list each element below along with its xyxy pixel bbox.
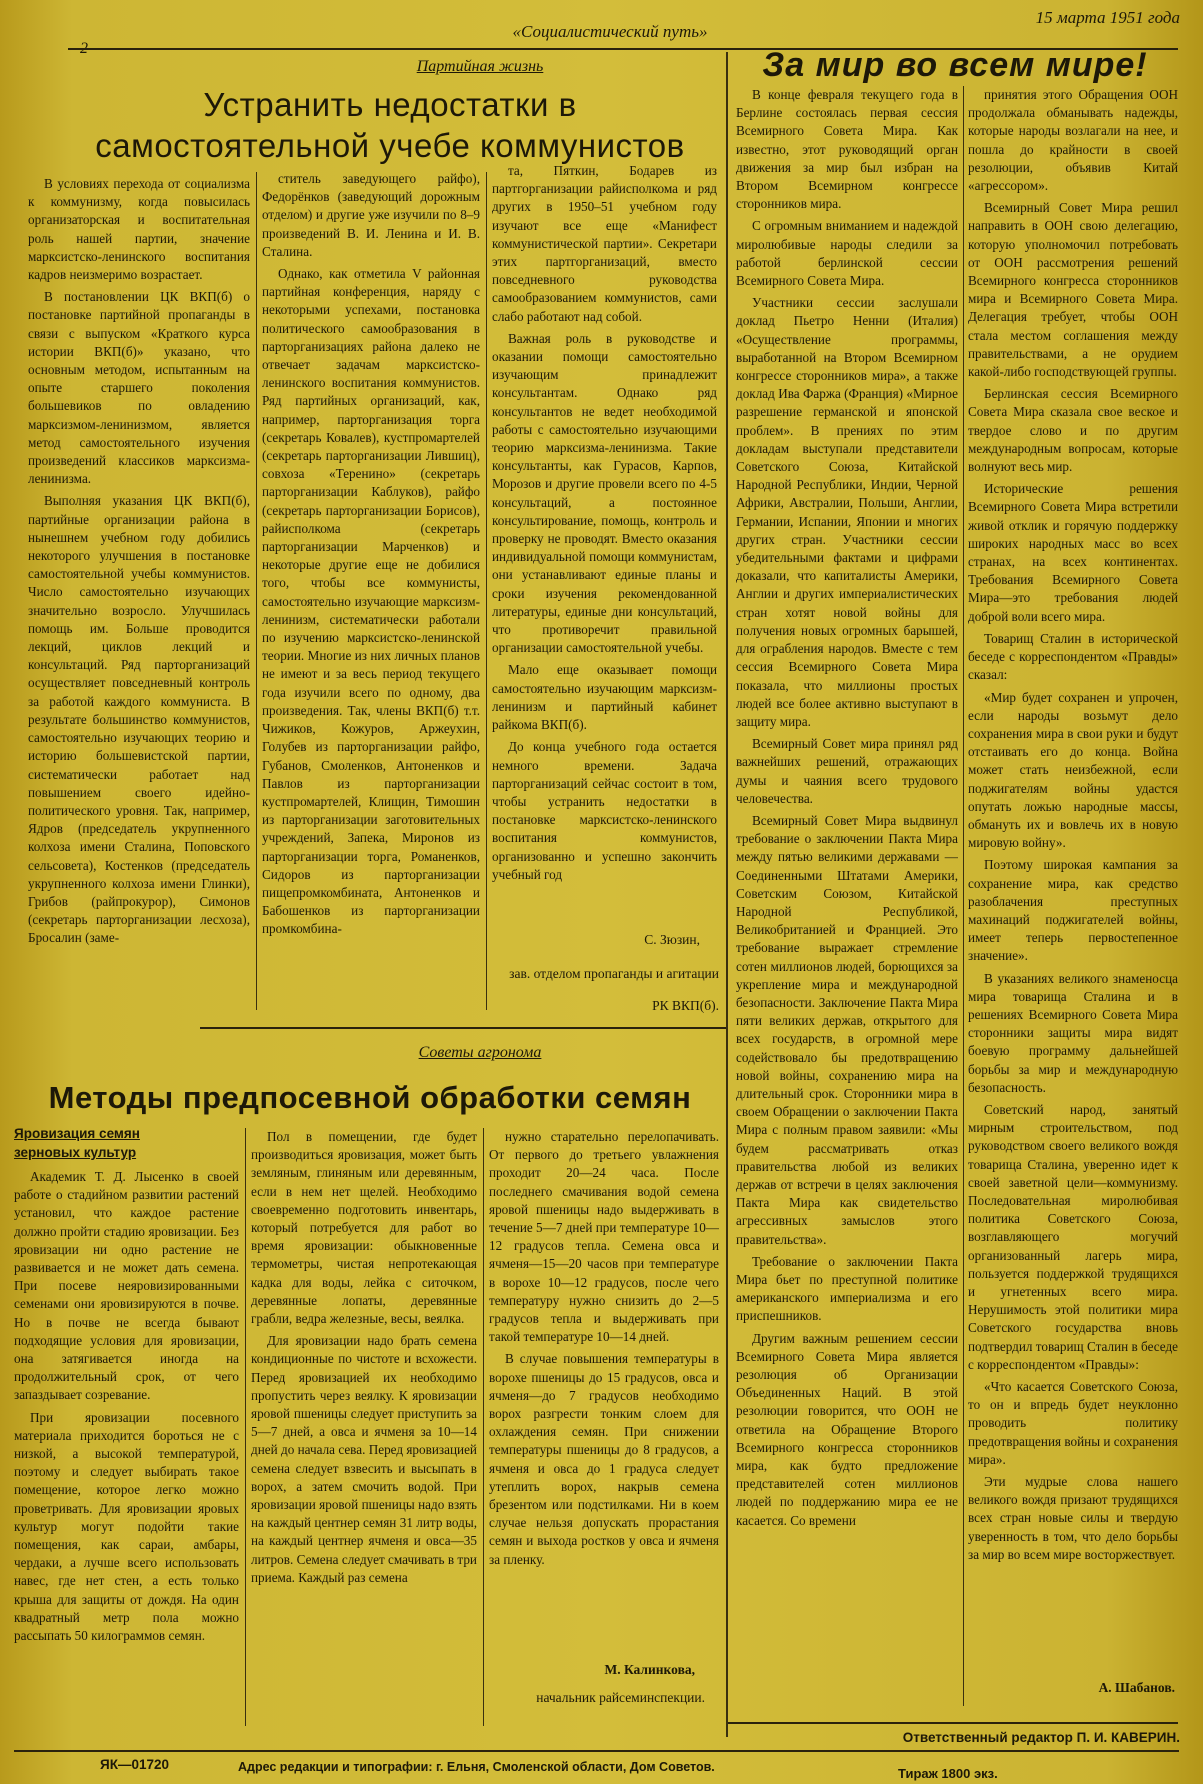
paragraph: нужно старательно перелопачивать. От первого до третьего увлажнения проходит 20—24 часа. После последнего смачивания водой семена яровой пшеницы надо выдерживать в течение 5—7 дней при температуре 10—12 градусов тепла. Семена овса и ячменя—15—20 часов при температуре в ворохе 10—12 градусов, после чего температуру нужно снизить до 2—5 градусов тепла и выдерживать при такой температуре 10—14 дней. (489, 1129, 719, 1345)
agro-author-role: начальник райсеминспекции. (536, 1690, 705, 1705)
peace-title: За мир во всем мире! (762, 46, 1148, 84)
issue-date: 15 марта 1951 года (1035, 8, 1180, 27)
page-divider (726, 52, 728, 1737)
party-author-role: зав. отделом пропаганды и агитации РК ВКП(б). (509, 966, 719, 1013)
address-line: Адрес редакции и типографии: г. Ельня, Смоленской области, Дом Советов. (238, 1760, 715, 1774)
paragraph: Требование о заключении Пакта Мира бьет по преступной политике американского империализма и его приспешников. (736, 1253, 958, 1324)
paragraph: та, Пяткин, Бодарев из партгорганизации райисполкома и ряд других в 1950–51 учебном году изучают все еще «Манифест коммунистической партии». Секретари этих партгорганизаций, вместо повседневного руководства самообразованием коммунистов, сами слабо работают над собой. (492, 163, 717, 324)
section-label-party: Партийная жизнь (416, 58, 544, 75)
paragraph: В указаниях великого знаменосца мира товарища Сталина и в решениях Всемирного Совета Мира сторонники защиты мира видят боевую программу дальнейшей борьбы за мир и международную безопасность. (968, 970, 1178, 1095)
paragraph: Участники сессии заслушали доклад Пьетро Ненни (Италия) «Осуществление программы, выработанной на Втором Всемирном конгрессе сторонников мира», а также доклад Ива Фаржа (Франция) «Мирное разрешение германской и японской проблем». В прениях по этим докладам выступали представители Советского Союза, Китайской Народной Республики, Индии, Черной Африки, Австралии, Польши, Англии, Германии, Испании, Японии и многих других стран. Участники сессии убедительными фактами и цифрами доказали, что капиталисты Америки, Англии и других империалистических стран хотят новой войны для получения новых огромных барышей, для ограбления народов. Вместе с тем сессия Всемирного Совета Мира показала, что миллионы простых людей все более активно выступают в защиту мира. (736, 295, 958, 729)
paragraph: Берлинская сессия Всемирного Совета Мира сказала свое веское и твердое слово и по другим международным вопросам, которые волнуют весь мир. (968, 386, 1178, 475)
paragraph: Всемирный Совет мира принял ряд важнейших решений, отражающих думы и чаяния всего трудового человечества. (736, 736, 958, 806)
footer-rule (14, 1750, 1179, 1752)
paragraph: Академик Т. Д. Лысенко в своей работе о стадийном развитии растений установил, что каждое растение должно пройти стадию яровизации. Без яровизации ни одно растение не развивается и не может дать семена. При посеве неяровизированными семенами они яровизируются в почве. Но в почве не всегда бывают подходящие условия для яровизации, она затягивается иногда на продолжительный срок, от чего запаздывает созревание. (14, 1169, 239, 1403)
paragraph: Важная роль в руководстве и оказании помощи самостоятельно изучающим принадлежит консультантам. Однако ряд консультантов не ведет необходимой работы с самостоятельно изучающими теорию марксизма-ленинизма. Такие консультанты, как Гурасов, Карпов, Морозов и другие провели всего по 4-5 консультаций, а постоянное консультирование, помощь, контроль и проверку не проводят. Вместо оказания индивидуальной помощи коммунистам, они устанавливают единые планы и сроки изучения рекомендованной литературы, единые дни консультаций, что противоречит правильной организации самостоятельной учебы. (492, 330, 717, 656)
party-column-3 (492, 162, 717, 930)
column-rule (486, 172, 487, 1010)
paragraph: Поэтому широкая кампания за сохранение мира, как средство разоблачения преступных махинаций поджигателей войны, имеет теперь первостепенное значение». (968, 857, 1178, 964)
paragraph: Всемирный Совет Мира решил направить в ООН свою делегацию, которую уполномочил потребовать от ООН рассмотрения решений Всемирного конгресса сторонников мира и Всемирного Совета Мира. Делегация требует, чтобы ООН стала местом соглашения между правительствами, а не орудием какой-либо господствующей группы. (968, 200, 1178, 380)
paragraph: Для яровизации надо брать семена кондиционные по чистоте и всхожести. Перед яровизацией их необходимо пропустить через веялку. К яровизации яровой пшеницы следует приступить за 5—7 дней, а овса и ячменя за 10—14 дней до начала сева. Перед яровизацией семена следует взвесить и высыпать в ворох, а затем смочить водой. При яровизации яровой пшеницы надо взять на каждый центнер семян 31 литр воды, на каждый центнер ячменя и овса—35 литров. Семена следует смачивать в три приема. Каждый раз семена (251, 1333, 477, 1585)
paragraph: Исторические решения Всемирного Совета Мира встретили живой отклик и горячую поддержку широких народных масс во всех странах, на всех континентах. Требования Всемирного Совета Мира—это требования людей доброй воли всего мира. (968, 481, 1178, 624)
paragraph: ститель заведующего райфо), Федорёнков (заведующий дорожным отделом) и другие уже изучили по 8–9 произведений В. И. Ленина и И. В. Сталина. (262, 171, 480, 259)
party-title-line1: Устранить недостатки в (203, 86, 577, 123)
paragraph: Всемирный Совет Мира выдвинул требование о заключении Пакта Мира между пятью великими державами — Соединенными Штатами Америки, Советским Союзом, Китайской Народной Республикой, Великобританией и Францией. Это требование выражает стремление сотен миллионов людей, борющихся за укрепление мира и международной безопасности. Заключение Пакта Мира пяти великих держав, открытого для всех государств, в огромной мере содействовало бы предотвращению новой войны, сохранению мира на длительный срок. Сторонники мира в своем Обращении о заключении Пакта Мира с полным правом заявили: «Мы будем рассматривать отказ правительства любой из великих держав от встречи в целях заключения Пакта Мира как свидетельство агрессивных замыслов этого правительства». (736, 812, 958, 1247)
print-code: ЯК—01720 (100, 1757, 169, 1772)
column-rule (963, 86, 964, 1706)
agro-subtitle: Яровизация семян зерновых культур (14, 1126, 140, 1160)
editor-line: Ответственный редактор П. И. КАВЕРИН. (902, 1730, 1180, 1745)
paragraph: Однако, как отметила V районная партийная конференция, наряду с некоторыми успехами, постановка политического самообразования в парторганизациях района далеко не отвечает задачам марксистско-ленинского воспитания коммунистов. Ряд партийных организаций, как, например, парторганизация торга (секретарь Ковалев), кустпромартелей (секретарь парторганизации Лившиц), совхоза «Теренино» (секретарь парторганизации Каблуков), райфо (секретарь парторганизации Борисов), райисполкома (секретарь парторганизации Марченков) и некоторые другие еще не добилися того, чтобы все коммунисты, самостоятельно изучающие марксизм-ленинизм, систематически работали по изучению марксистско-ленинской теории. Многие из них личных планов не имеют и за весь период текущего года изучили всего по одному, два произведения. Так, члены ВКП(б) т.т. Чижиков, Кожуров, Аржеухин, Голубев из парторганизации райфо, Губанов, Смоленков, Антоненков и Павлов из парторганизации кустпромартелей, Клищин, Тимошин из парторганизации заготовительных учреждений, Запека, Миронов из парторганизации торга, Романенков, Сидоров из парторганизации пищепромкомбината, Антоненков и Бабошенков из парторганизации промкомбина- (262, 266, 480, 937)
peace-author: А. Шабанов. (1098, 1680, 1175, 1695)
column-rule (245, 1128, 246, 1726)
paragraph: В конце февраля текущего года в Берлине состоялась первая сессия Всемирного Совета Мира. Как известно, этот руководящий орган движения за мир был избран на Втором Всемирном конгрессе сторонников мира. (736, 87, 958, 212)
paragraph: Пол в помещении, где будет производиться яровизация, может быть земляным, глиняным или деревянным, если в нем нет щелей. Необходимо своевременно подготовить инвентарь, который потребуется для работ во время яровизации: обыкновенные термометры, чистая непротекающая кадка для воды, лейка с ситочком, деревянные лопаты, деревянные грабли, ведра железные, весы, веялка. (251, 1129, 477, 1327)
circulation: Тираж 1800 экз. (898, 1766, 998, 1781)
paragraph: В постановлении ЦК ВКП(б) о постановке партийной пропаганды в связи с выпуском «Краткого курса истории ВКП(б)» указано, что основным методом, испытанным на опыте старшего поколения большевиков по овладению марксизмом-ленинизмом, является метод самостоятельного изучения произведений классиков марксизма-ленинизма. (28, 289, 250, 487)
agro-column-3 (489, 1128, 719, 1618)
peace-column-2 (968, 86, 1178, 1686)
section-label-agro: Советы агронома (418, 1044, 542, 1061)
newspaper-name: «Социалистический путь» (512, 22, 708, 41)
section-rule (200, 1027, 726, 1029)
paragraph: принятия этого Обращения ООН продолжала обманывать надежды, которые народы возлагали на нее, и пошла до крайности в своей резолюции, объявив Китай «агрессором». (968, 87, 1178, 194)
party-title-line2: самостоятельной учебе коммунистов (95, 127, 685, 164)
paragraph: Эти мудрые слова нашего великого вождя призают трудящихся всех стран новые силы и твердую уверенность в том, что дело борьбы за мир во всем мире восторжествует. (968, 1474, 1178, 1562)
party-column-1 (28, 175, 250, 1010)
agro-title: Методы предпосевной обработки семян (48, 1080, 692, 1115)
paragraph: «Что касается Советского Союза, то он и впредь будет неуклонно проводить политику предотвращения войны и сохранения мира». (968, 1379, 1178, 1467)
paragraph: В условиях перехода от социализма к коммунизму, когда повысилась организаторская и воспитательная роль нашей партии, значение марксистско-ленинского воспитания кадров неизмеримо возрастает. (28, 176, 250, 283)
paragraph: Мало еще оказывает помощи самостоятельно изучающим марксизм-ленинизм и партийный кабинет райкома ВКП(б). (492, 662, 717, 733)
paragraph: Советский народ, занятый мирным строительством, под руководством своего великого вождя товарища Сталина, уверенно идет к своей заветной цели—коммунизму. Последовательная миролюбивая политика Советского Союза, возглавляющего могучий организованный лагерь мира, пользуется поддержкой трудящихся и угнетенных всего мира. Нерушимость этой политики мира Советского государства вновь подтвердил товарищ Сталин в беседе с корреспондентом «Правды»: (968, 1101, 1178, 1372)
peace-column-1 (736, 86, 958, 1708)
paragraph: До конца учебного года остается немного времени. Задача парторганизаций сейчас состоит в том, чтобы устранить недостатки в постановке марксистско-ленинского воспитания коммунистов, организованно и успешно закончить учебный год (492, 739, 717, 882)
column-rule (483, 1128, 484, 1726)
paragraph: «Мир будет сохранен и упрочен, если народы возьмут дело сохранения мира в свои руки и будут отстаивать его до конца. Война может стать неизбежной, если поджигателям войны удастся опутать ложью народные массы, обмануть их и вовлечь их в новую мировую войну». (968, 689, 1178, 851)
paragraph: При яровизации посевного материала приходится бороться не с низкой, а высокой температурой, поэтому и следует выбирать такое помещение, которое легко можно проветривать. Для яровизации яровых культур могут подойти такие помещения, как сараи, амбары, чердаки, а лучше всего использовать навес, где нет стен, а есть только крыша для защиты от дождя. На один квадратный метр пола можно рассыпать 50 килограммов семян. (14, 1409, 239, 1644)
agro-column-1 (14, 1168, 239, 1713)
paragraph: С огромным вниманием и надеждой миролюбивые народы следили за работой берлинской сессии Всемирного Совета Мира. (736, 218, 958, 289)
agro-author: М. Калинкова, (604, 1662, 695, 1677)
paragraph: Товарищ Сталин в исторической беседе с корреспондентом «Правды» сказал: (968, 630, 1178, 683)
party-author: С. Зюзин, (644, 932, 700, 947)
paragraph: Выполняя указания ЦК ВКП(б), партийные организации района в нынешнем учебном году добились некоторого улучшения в постановке самостоятельной учебы коммунистов. Число самостоятельно изучающих значительно возросло. Улучшилась помощь им. Больше проводится лекций, циклов лекций и консультаций. Ряд парторганизаций осуществляет повседневный контроль за работой каждого коммуниста. В результате большинство коммунистов, самостоятельно изучающих теорию и историю большевистской партии, систематически работает над повышением своего идейно-политического уровня. Так, например, Ядров (председатель укрупненного колхоза имени Сталина, Поповского сельсовета), Костенков (председатель укрупненного колхоза имени Глинки), Грибов (райпрокурор), Симонов (секретарь парторганизации лесхоза), Бросалин (заме- (28, 493, 250, 946)
footer-rule-top (728, 1722, 1178, 1724)
agro-column-2 (251, 1128, 477, 1718)
paragraph: В случае повышения температуры в ворохе пшеницы до 15 градусов, овса и ячменя—до 7 градусов необходимо ворох разгрести тонким слоем для охлаждения семян. При снижении температуры пшеницы до 8 градусов, а ячменя и овса до 1 градуса следует утеплить ворох, накрыв семена брезентом или подстилками. Ни в коем случае нельзя допускать прорастания семян и выхода ростков у овса и ячменя за пленку. (489, 1351, 719, 1567)
column-rule (256, 172, 257, 1010)
paragraph: Другим важным решением сессии Всемирного Совета Мира является резолюция об Организации Объединенных Наций. В этой резолюции говорится, что ООН не ответила на Обращение Второго Всемирного конгресса сторонников мира, как будто предложение представителей сотен миллионов людей по поддержанию мира ее не касается. Со времени (736, 1330, 958, 1528)
party-column-2 (262, 170, 480, 1012)
